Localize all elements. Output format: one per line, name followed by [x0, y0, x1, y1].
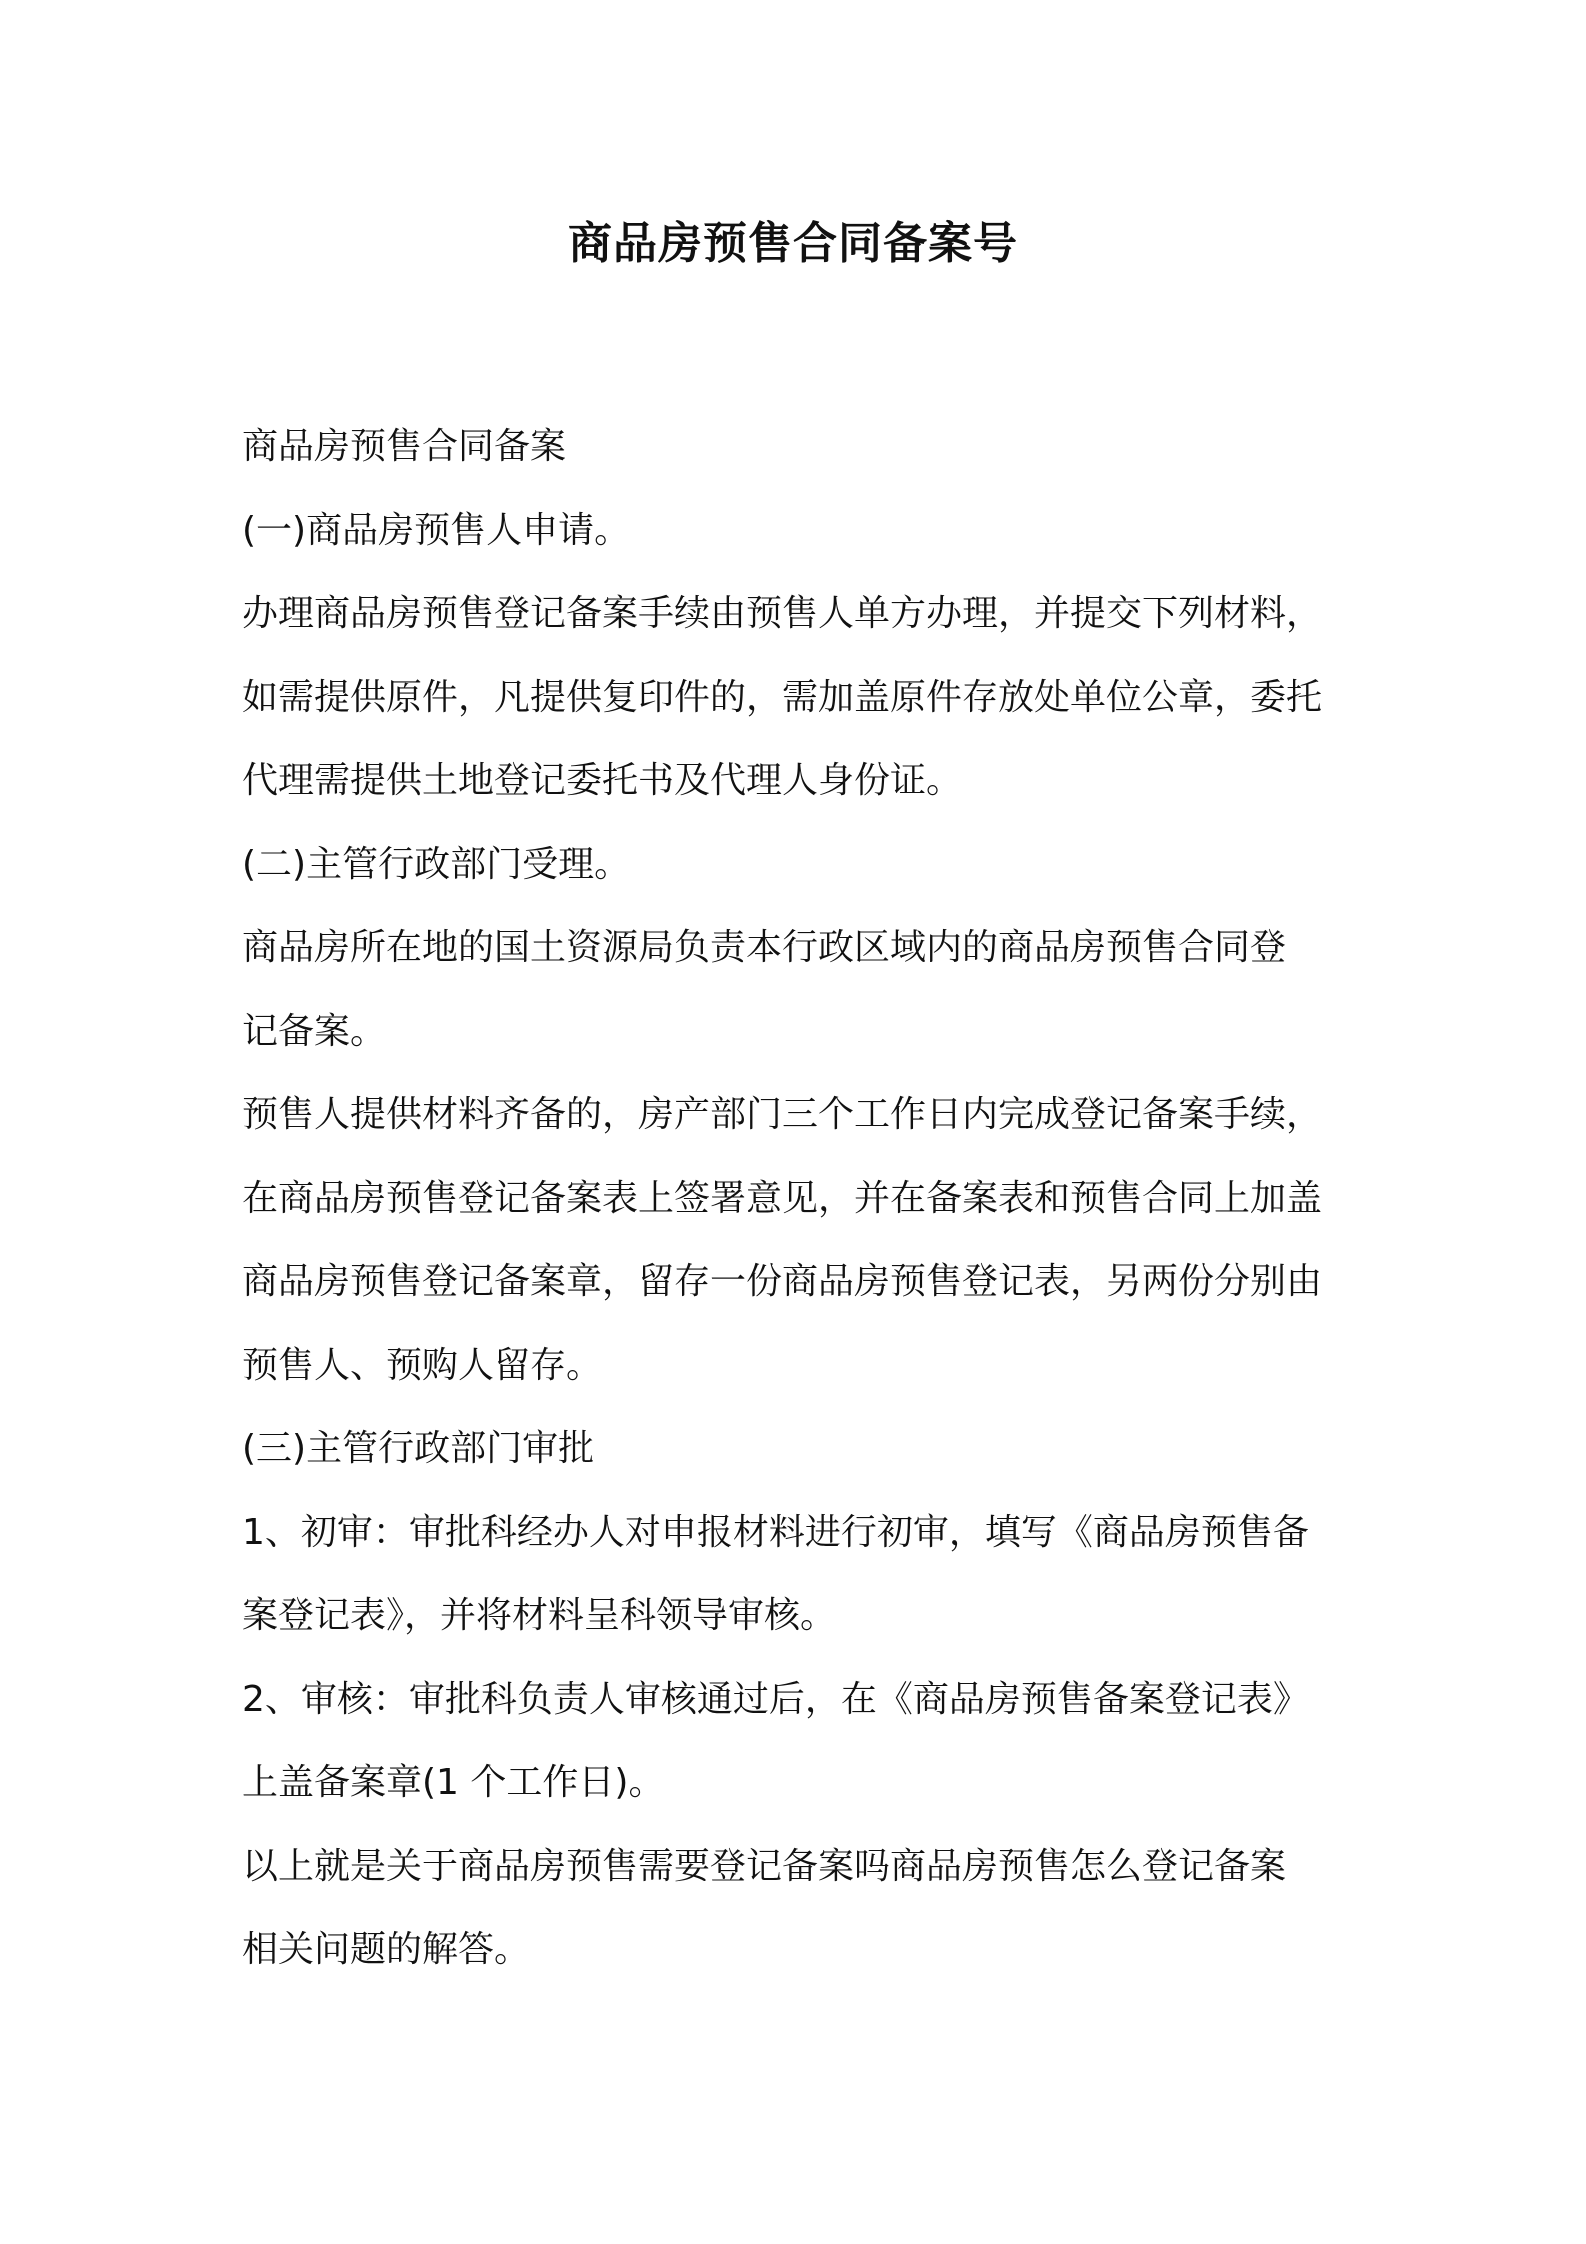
text-line: 1、初审：审批科经办人对申报材料进行初审，填写《商品房预售备 — [242, 1511, 1309, 1553]
document-title: 商品房预售合同备案号 — [568, 218, 1018, 269]
text-line: 商品房预售登记备案章，留存一份商品房预售登记表，另两份分别由 — [242, 1261, 1323, 1302]
text-line: 代理需提供土地登记委托书及代理人身份证。 — [242, 760, 963, 801]
text-line: 如需提供原件，凡提供复印件的，需加盖原件存放处单位公章，委托 — [242, 676, 1323, 718]
text-line: 记备案。 — [242, 1010, 387, 1052]
text-line: 商品房预售合同备案 — [242, 426, 567, 467]
text-line: 办理商品房预售登记备案手续由预售人单方办理，并提交下列材料， — [242, 593, 1323, 634]
section-heading-2: (二)主管行政部门受理。 — [242, 843, 631, 885]
document-body — [242, 405, 1362, 1992]
text-line: 以上就是关于商品房预售需要登记备案吗商品房预售怎么登记备案 — [242, 1845, 1287, 1887]
text-line: 2、审核：审批科负责人审核通过后，在《商品房预售备案登记表》 — [242, 1678, 1309, 1720]
text-line: 预售人、预购人留存。 — [242, 1344, 603, 1386]
text-line: 案登记表》，并将材料呈科领导审核。 — [242, 1595, 837, 1636]
text-line: 预售人提供材料齐备的，房产部门三个工作日内完成登记备案手续， — [242, 1094, 1323, 1135]
text-line: 在商品房预售登记备案表上签署意见，并在备案表和预售合同上加盖 — [242, 1177, 1323, 1219]
text-line: 商品房所在地的国土资源局负责本行政区域内的商品房预售合同登 — [242, 927, 1287, 968]
text-line: 上盖备案章(1 个工作日)。 — [242, 1762, 665, 1803]
section-heading-3: (三)主管行政部门审批 — [242, 1428, 595, 1469]
section-heading-1: (一)商品房预售人申请。 — [242, 509, 631, 551]
text-line: 相关问题的解答。 — [242, 1929, 531, 1970]
